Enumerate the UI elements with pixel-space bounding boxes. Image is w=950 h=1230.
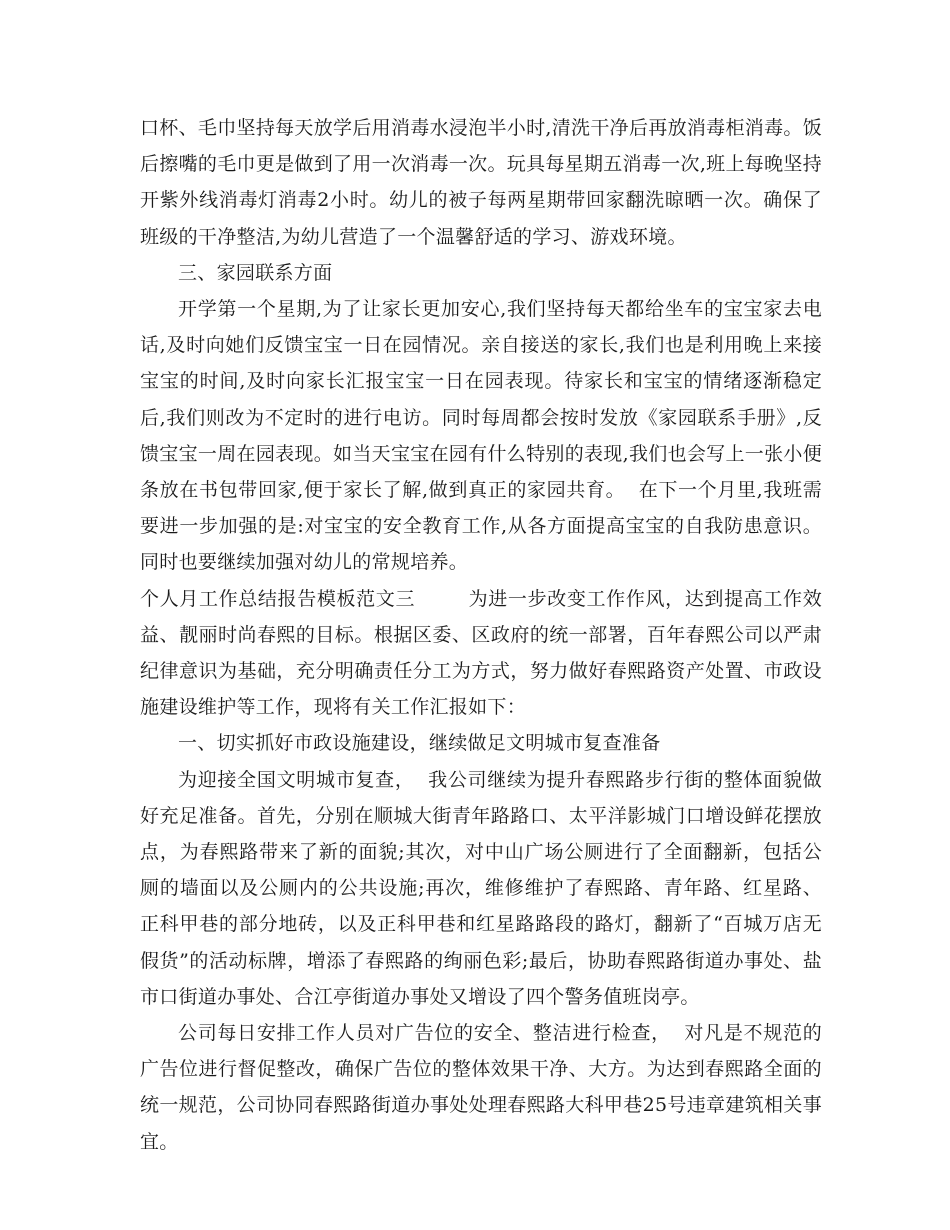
paragraph-home-school-contact: 开学第一个星期,为了让家长更加安心,我们坚持每天都给坐车的宝宝家去电话,及时向她们反馈宝宝一日在园情况。亲自接送的家长,我们也是利用晚上来接宝宝的时间,及时向家长汇报宝宝一日在园表现。待家长和宝宝的情绪逐渐稳定后,我们则改为不定时的进行电访。同时每周都会按时发放《家园联系手册》,反馈宝宝一周在园表现。如当天宝宝在园有什么特别的表现,我们也会写上一张小便条放在书包带回家,便于家长了解,做到真正的家园共育。 在下一个月里,我班需要进一步加强的是:对宝宝的安全教育工作,从各方面提高宝宝的自我防患意识。同时也要继续加强对幼儿的常规培养。 [140,298,822,574]
heading-home-school-contact: 三、家园联系方面 [178,261,333,284]
document-body [140,110,822,1160]
heading-municipal-facilities: 一、切实抓好市政设施建设，继续做足文明城市复查准备 [178,732,661,755]
paragraph-municipal-facilities: 为迎接全国文明城市复查， 我公司继续为提升春熙路步行街的整体面貌做好充足准备。首先，分别在顺城大街青年路路口、太平洋影城门口增设鲜花摆放点，为春熙路带来了新的面貌;其次，对中山广场公厕进行了全面翻新，包括公厕的墙面以及公厕内的公共设施;再次，维修维护了春熙路、青年路、红星路、正科甲巷的部分地砖，以及正科甲巷和红星路路段的路灯，翻新了“百城万店无假货”的活动标牌，增添了春熙路的绚丽色彩;最后，协助春熙路街道办事处、盐市口街道办事处、合江亭街道办事处又增设了四个警务值班岗亭。 [140,768,822,1008]
paragraph-hygiene: 口杯、毛巾坚持每天放学后用消毒水浸泡半小时,清洗干净后再放消毒柜消毒。饭后擦嘴的毛巾更是做到了用一次消毒一次。玩具每星期五消毒一次,班上每晚坚持开紫外线消毒灯消毒2小时。幼儿的被子每两星期带回家翻洗晾晒一次。确保了班级的干净整洁,为幼儿营造了一个温馨舒适的学习、游戏环境。 [140,117,822,248]
paragraph-advertising-inspection: 公司每日安排工作人员对广告位的安全、整洁进行检查， 对凡是不规范的广告位进行督促整改，确保广告位的整体效果干净、大方。为达到春熙路全面的统一规范，公司协同春熙路街道办事处处理春熙路大科甲巷25号违章建筑相关事宜。 [140,1022,822,1153]
paragraph-report-intro: 个人月工作总结报告模板范文三 为进一步改变工作作风，达到提高工作效益、靓丽时尚春熙的目标。根据区委、区政府的统一部署，百年春熙公司以严肃纪律意识为基础，充分明确责任分工为方式，努力做好春熙路资产处置、市政设施建设维护等工作，现将有关工作汇报如下： [140,587,822,719]
